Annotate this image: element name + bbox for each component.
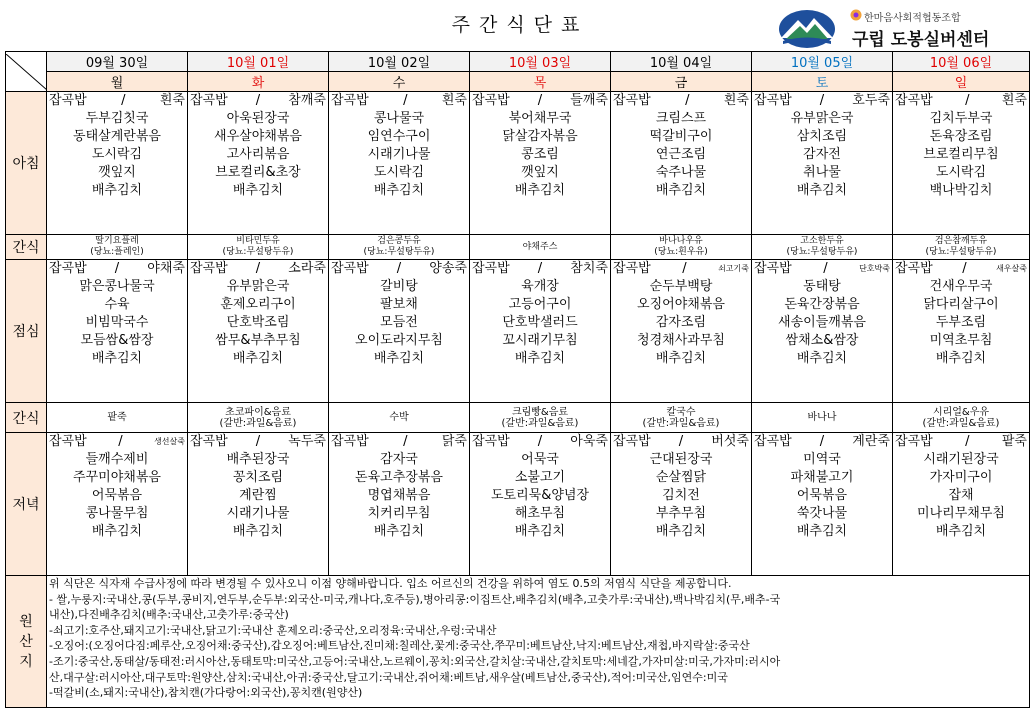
date-header: 10월 03일 (470, 52, 611, 72)
menu-item: 비빔막국수 (85, 315, 149, 330)
rice-text: 잡곡밥 (472, 434, 510, 449)
snack-cell (752, 235, 893, 260)
snack-cell (329, 235, 470, 260)
slash-separator: / (823, 261, 828, 276)
org-name: 한마음사회적협동조합 (864, 13, 961, 24)
origin-notes (47, 576, 1030, 708)
menu-item: 갈비탕 (380, 279, 418, 294)
menu-item: 깻잎지 (521, 165, 559, 180)
menu-item: 배추김치 (935, 524, 987, 539)
breakfast-cell (47, 92, 188, 235)
snack-item: 초코파이&음료 (225, 406, 291, 418)
menu-item: 모듬쌈&쌈장 (80, 333, 154, 348)
date-header: 09월 30일 (47, 52, 188, 72)
menu-item: 배추김치 (514, 524, 566, 539)
slash-separator: / (114, 261, 120, 276)
snack-cell (47, 235, 188, 260)
rice-text: 잡곡밥 (613, 261, 651, 276)
porridge-text: 녹두죽 (288, 434, 326, 449)
menu-item: 팔보채 (380, 297, 418, 312)
rice-porridge-line (470, 92, 610, 110)
rice-porridge-line (752, 260, 892, 278)
weekday-header: 월 (47, 72, 188, 92)
snack-cell (470, 403, 611, 433)
menu-item: 돈육장조림 (929, 129, 993, 144)
weekday-header: 금 (611, 72, 752, 92)
rice-text: 잡곡밥 (472, 261, 510, 276)
menu-item: 배추김치 (373, 351, 425, 366)
menu-item: 배추김치 (373, 524, 425, 539)
menu-item: 배추김치 (91, 351, 143, 366)
rice-porridge-line (470, 433, 610, 451)
menu-item: 단호박조림 (226, 315, 290, 330)
rice-porridge-line (188, 260, 328, 278)
breakfast-label: 아침 (6, 92, 47, 235)
breakfast-cell (752, 92, 893, 235)
porridge-text: 참치죽 (570, 261, 608, 276)
menu-item: 육개장 (521, 279, 559, 294)
porridge-text: 호두죽 (852, 93, 890, 108)
slash-separator: / (965, 434, 970, 449)
menu-item: 꼬시래기무침 (502, 333, 578, 348)
rice-porridge-line (752, 92, 892, 110)
slash-separator: / (685, 93, 690, 108)
menu-item: 브로컬리무침 (923, 147, 999, 162)
snack-diabetic-note: (당뇨:무설탕두유) (363, 247, 435, 257)
porridge-text: 흰죽 (1001, 93, 1027, 108)
rice-text: 잡곡밥 (754, 93, 792, 108)
dinner-cell (752, 433, 893, 576)
snack-diabetic-note: (당뇨:무설탕두유) (222, 247, 294, 257)
menu-item: 배추김치 (796, 351, 848, 366)
rice-text: 잡곡밥 (613, 434, 651, 449)
origin-line: -오징어:(오징어다짐:페루산,오징어채:중국산),갑오징어:베트남산,진미채:칠레산,꽃게:중국산,쭈꾸미:베트남산,낙지:베트남산,재첩,바지락살:중국산 (49, 639, 750, 653)
menu-item: 취나물 (803, 165, 841, 180)
snack-item: 크림빵&음료 (511, 406, 569, 418)
menu-item: 배추된장국 (226, 452, 290, 467)
snack-cell (893, 235, 1030, 260)
rice-porridge-line (188, 433, 328, 451)
breakfast-cell (329, 92, 470, 235)
rice-text: 잡곡밥 (190, 261, 228, 276)
menu-item: 순두부백탕 (649, 279, 713, 294)
rice-text: 잡곡밥 (754, 261, 792, 276)
menu-item: 연근조림 (655, 147, 707, 162)
snack-item: 야채주스 (522, 241, 558, 252)
menu-item: 닭살감자볶음 (502, 129, 578, 144)
rice-porridge-line (47, 92, 187, 110)
menu-item: 배추김치 (91, 183, 143, 198)
rice-porridge-line (329, 433, 469, 451)
menu-item: 시래기된장국 (923, 452, 999, 467)
menu-item: 오이도라지무침 (355, 333, 443, 348)
slash-separator: / (118, 434, 123, 449)
snack-diabetic-note: (갈반:과일&음료) (501, 417, 579, 429)
menu-item: 도시락김 (935, 165, 987, 180)
rice-porridge-line (893, 433, 1029, 451)
snack-pm-label: 간식 (6, 403, 47, 433)
menu-item: 계란찜 (239, 488, 277, 503)
snack-item: 시리얼&우유 (932, 406, 990, 418)
breakfast-cell (470, 92, 611, 235)
slash-separator: / (255, 93, 261, 108)
mountain-logo-icon (778, 8, 836, 48)
menu-item: 해초무침 (514, 506, 566, 521)
origin-line: -쇠고기:호주산,돼지고기:국내산,닭고기:국내산 훈제오리:중국산,오리정육:국내산,우렁:국내산 (49, 623, 497, 637)
menu-item: 오징어야채볶음 (637, 297, 725, 312)
menu-item: 떡갈비구이 (649, 129, 713, 144)
menu-item: 어묵볶음 (796, 488, 848, 503)
menu-item: 미역국 (803, 452, 841, 467)
menu-item: 고사리볶음 (226, 147, 290, 162)
snack-cell (752, 403, 893, 433)
menu-item: 숙주나물 (655, 165, 707, 180)
slash-separator: / (121, 93, 126, 108)
rice-porridge-line (47, 260, 187, 278)
menu-item: 배추김치 (91, 524, 143, 539)
slash-separator: / (255, 261, 261, 276)
porridge-text: 참깨죽 (288, 93, 326, 108)
snack-cell (470, 235, 611, 260)
snack-diabetic-note: (당뇨:플레인) (90, 247, 144, 257)
menu-item: 두부조림 (935, 315, 987, 330)
rice-text: 잡곡밥 (49, 93, 87, 108)
porridge-text: 야채죽 (147, 261, 185, 276)
lunch-cell (752, 260, 893, 403)
rice-text: 잡곡밥 (613, 93, 651, 108)
menu-item: 임연수구이 (367, 129, 431, 144)
menu-item: 두부김칫국 (85, 111, 149, 126)
menu-item: 브로컬리&초장 (215, 165, 301, 180)
menu-item: 배추김치 (796, 183, 848, 198)
slash-separator: / (255, 434, 261, 449)
snack-item: 수박 (389, 412, 409, 423)
menu-item: 배추김치 (232, 183, 284, 198)
snack-cell (611, 235, 752, 260)
menu-item: 배추김치 (655, 183, 707, 198)
origin-line: -떡갈비(소,돼지:국내산),참치캔(가다랑어:외국산),꽁치캔(원양산) (49, 686, 363, 700)
menu-item: 수육 (104, 297, 130, 312)
rice-porridge-line (329, 92, 469, 110)
lunch-cell (611, 260, 752, 403)
menu-item: 쌈무&부추무침 (215, 333, 301, 348)
lunch-cell (329, 260, 470, 403)
center-name: 구립 도봉실버센터 (852, 30, 990, 50)
menu-item: 맑은콩나물국 (79, 279, 155, 294)
origin-label-text: 원산지 (19, 613, 33, 670)
lunch-cell (470, 260, 611, 403)
porridge-text: 팥죽 (1001, 434, 1027, 449)
porridge-text: 양송죽 (429, 261, 467, 276)
snack-cell (893, 403, 1030, 433)
snack-diabetic-note: (갈반:과일&음료) (642, 417, 720, 429)
snack-item: 딸기요플레 (95, 236, 139, 246)
weekly-menu-table (5, 51, 1030, 708)
porridge-text: 아욱죽 (570, 434, 608, 449)
snack-item: 비타민두유 (236, 236, 280, 246)
origin-line: - 쌀,누룽지:국내산,콩(두부,콩비지,연두부,순두부:외국산-미국,캐나다,호주등),병아리콩:이집트산,배추김치(배추,고춧가루:국내산),백나박김치(무,배추-국 (49, 592, 781, 606)
rice-text: 잡곡밥 (754, 434, 792, 449)
slash-separator: / (678, 434, 684, 449)
snack-cell (47, 403, 188, 433)
slash-separator: / (537, 434, 543, 449)
menu-item: 깻잎지 (98, 165, 136, 180)
rice-porridge-line (188, 92, 328, 110)
dinner-cell (329, 433, 470, 576)
menu-item: 감자전 (803, 147, 841, 162)
menu-item: 시래기나물 (367, 147, 431, 162)
menu-item: 유부맑은국 (226, 279, 290, 294)
porridge-text: 흰죽 (723, 93, 749, 108)
menu-item: 배추김치 (796, 524, 848, 539)
menu-item: 크림스프 (655, 111, 707, 126)
menu-item: 어묵볶음 (91, 488, 143, 503)
menu-item: 북어채무국 (508, 111, 572, 126)
porridge-text: 소라죽 (288, 261, 326, 276)
menu-item: 닭다리살구이 (923, 297, 999, 312)
menu-item: 콩나물국 (373, 111, 425, 126)
snack-diabetic-note: (갈반:과일&음료) (219, 417, 297, 429)
rice-text: 잡곡밥 (190, 93, 228, 108)
menu-item: 단호박샐러드 (502, 315, 578, 330)
menu-item: 주꾸미야채볶음 (73, 470, 161, 485)
menu-item: 배추김치 (373, 183, 425, 198)
snack-cell (188, 235, 329, 260)
rice-porridge-line (893, 260, 1029, 278)
menu-item: 근대된장국 (649, 452, 713, 467)
menu-item: 도시락김 (373, 165, 425, 180)
snack-item: 고소한두유 (800, 236, 844, 246)
rice-text: 잡곡밥 (472, 93, 510, 108)
menu-item: 돈육간장볶음 (784, 297, 860, 312)
porridge-text: 생선살죽 (154, 437, 185, 446)
slash-separator: / (537, 93, 543, 108)
snack-item: 칼국수 (666, 406, 696, 418)
menu-item: 쌈채소&쌈장 (785, 333, 859, 348)
snack-diabetic-note: (당뇨:흰우유) (654, 247, 708, 257)
rice-porridge-line (47, 433, 187, 451)
breakfast-cell (893, 92, 1030, 235)
date-header: 10월 01일 (188, 52, 329, 72)
snack-item: 바나나 (807, 412, 837, 423)
snack-item: 검은참깨두유 (934, 236, 988, 246)
menu-item: 감자국 (380, 452, 418, 467)
slash-separator: / (403, 93, 408, 108)
weekday-header: 화 (188, 72, 329, 92)
snack-diabetic-note: (갈반:과일&음료) (922, 417, 1000, 429)
menu-item: 미나리무채무침 (917, 506, 1005, 521)
menu-item: 치커리무침 (367, 506, 431, 521)
slash-separator: / (819, 93, 825, 108)
menu-item: 꽁치조림 (232, 470, 284, 485)
menu-item: 잡채 (948, 488, 974, 503)
rice-text: 잡곡밥 (331, 434, 369, 449)
menu-item: 동태탕 (803, 279, 841, 294)
lunch-cell (893, 260, 1030, 403)
rice-text: 잡곡밥 (331, 261, 369, 276)
dinner-cell (470, 433, 611, 576)
menu-item: 쑥갓나물 (796, 506, 848, 521)
slash-separator: / (682, 261, 687, 276)
origin-line: 위 식단은 식자재 수급사정에 따라 변경될 수 있사오니 이점 양해바랍니다. 입소 어르신의 건강을 위하여 염도 0.5의 저염식 식단을 제공합니다. (49, 577, 732, 590)
corner-diagonal-icon (6, 54, 47, 90)
snack-diabetic-note: (당뇨:무설탕두유) (925, 247, 997, 257)
menu-item: 배추김치 (655, 351, 707, 366)
dinner-cell (611, 433, 752, 576)
menu-item: 돈육고추장볶음 (355, 470, 443, 485)
rice-text: 잡곡밥 (49, 261, 87, 276)
weekday-header: 목 (470, 72, 611, 92)
snack-item: 바나나우유 (659, 236, 703, 246)
menu-item: 훈제오리구이 (220, 297, 296, 312)
porridge-text: 닭죽 (441, 434, 467, 449)
slash-separator: / (819, 434, 825, 449)
lunch-cell (188, 260, 329, 403)
slash-separator: / (396, 261, 402, 276)
menu-item: 김치전 (662, 488, 700, 503)
menu-item: 배추김치 (935, 351, 987, 366)
menu-item: 배추김치 (232, 351, 284, 366)
menu-item: 시래기나물 (226, 506, 290, 521)
menu-item: 유부맑은국 (790, 111, 854, 126)
date-header: 10월 06일 (893, 52, 1030, 72)
rice-text: 잡곡밥 (895, 434, 933, 449)
lunch-cell (47, 260, 188, 403)
lunch-label: 점심 (6, 260, 47, 403)
rice-porridge-line (329, 260, 469, 278)
porridge-text: 흰죽 (441, 93, 467, 108)
menu-item: 배추김치 (655, 524, 707, 539)
menu-item: 미역초무침 (929, 333, 993, 348)
menu-item: 김치두부국 (929, 111, 993, 126)
dinner-label: 저녁 (6, 433, 47, 576)
slash-separator: / (965, 93, 970, 108)
dinner-cell (188, 433, 329, 576)
menu-item: 부추무침 (655, 506, 707, 521)
snack-diabetic-note: (당뇨:무설탕두유) (786, 247, 858, 257)
rice-porridge-line (470, 260, 610, 278)
porridge-text: 쇠고기죽 (718, 264, 749, 273)
weekday-header: 일 (893, 72, 1030, 92)
slash-separator: / (537, 261, 543, 276)
menu-item: 도토리묵&양념장 (490, 488, 590, 503)
menu-item: 배추김치 (232, 524, 284, 539)
menu-item: 파채불고기 (790, 470, 854, 485)
snack-cell (611, 403, 752, 433)
menu-item: 건새우무국 (929, 279, 993, 294)
slash-separator: / (403, 434, 408, 449)
menu-item: 소불고기 (514, 470, 566, 485)
rice-porridge-line (611, 260, 751, 278)
menu-item: 도시락김 (91, 147, 143, 162)
origin-line: 내산),다진배추김치(배추:국내산,고춧가루:중국산) (49, 608, 289, 622)
snack-cell (188, 403, 329, 433)
slash-separator: / (962, 261, 967, 276)
center-logo (778, 6, 1028, 48)
menu-item: 새우살야채볶음 (214, 129, 302, 144)
menu-item: 순살찜닭 (655, 470, 707, 485)
origin-line: -조기:중국산,동태살/동태전:러시아산,동태토막:미국산,고등어:국내산,노르웨이,꽁치:외국산,갈치살:국내산,갈치토막:세네갈,가자미살:미국,가자미:러시아 (49, 654, 781, 668)
date-header: 10월 04일 (611, 52, 752, 72)
menu-item: 배추김치 (514, 351, 566, 366)
weekday-header: 수 (329, 72, 470, 92)
menu-item: 고등어구이 (508, 297, 572, 312)
menu-item: 청경채사과무침 (637, 333, 725, 348)
menu-item: 가자미구이 (929, 470, 993, 485)
menu-item: 어묵국 (521, 452, 559, 467)
menu-item: 감자조림 (655, 315, 707, 330)
breakfast-cell (611, 92, 752, 235)
origin-line: 산,대구살:러시아산,대구토막:원양산,삼치:국내산,아귀:중국산,달고기:국내산,쥐어채:베트남,새우살(베트남산,중국산),적어:미국산,임연수:미국 (49, 670, 728, 684)
rice-text: 잡곡밥 (49, 434, 87, 449)
porridge-text: 버섯죽 (711, 434, 749, 449)
porridge-text: 단호박죽 (859, 264, 890, 273)
cooperative-mark-icon (850, 9, 862, 21)
rice-porridge-line (752, 433, 892, 451)
snack-item: 검은콩두유 (377, 236, 421, 246)
date-header: 10월 05일 (752, 52, 893, 72)
page-title: 주간식단표 (451, 14, 589, 36)
origin-label (6, 576, 47, 708)
menu-item: 모듬전 (380, 315, 418, 330)
menu-item: 동태살계란볶음 (73, 129, 161, 144)
rice-text: 잡곡밥 (331, 93, 369, 108)
porridge-text: 들깨죽 (570, 93, 608, 108)
porridge-text: 새우살죽 (996, 264, 1027, 273)
rice-porridge-line (611, 433, 751, 451)
date-header: 10월 02일 (329, 52, 470, 72)
rice-text: 잡곡밥 (895, 261, 933, 276)
table-corner (6, 52, 47, 92)
rice-porridge-line (893, 92, 1029, 110)
porridge-text: 계란죽 (852, 434, 890, 449)
menu-item: 백나박김치 (929, 183, 993, 198)
menu-item: 삼치조림 (796, 129, 848, 144)
dinner-cell (47, 433, 188, 576)
snack-item: 팥죽 (107, 412, 127, 423)
menu-item: 명엽채볶음 (367, 488, 431, 503)
menu-item: 아욱된장국 (226, 111, 290, 126)
snack-cell (329, 403, 470, 433)
weekday-header: 토 (752, 72, 893, 92)
breakfast-cell (188, 92, 329, 235)
menu-item: 들깨수제비 (85, 452, 149, 467)
menu-item: 새송이들깨볶음 (778, 315, 866, 330)
rice-text: 잡곡밥 (190, 434, 228, 449)
menu-item: 콩나물무침 (85, 506, 149, 521)
porridge-text: 흰죽 (159, 93, 185, 108)
menu-item: 배추김치 (514, 183, 566, 198)
rice-porridge-line (611, 92, 751, 110)
rice-text: 잡곡밥 (895, 93, 933, 108)
snack-am-label: 간식 (6, 235, 47, 260)
menu-item: 콩조림 (521, 147, 559, 162)
dinner-cell (893, 433, 1030, 576)
